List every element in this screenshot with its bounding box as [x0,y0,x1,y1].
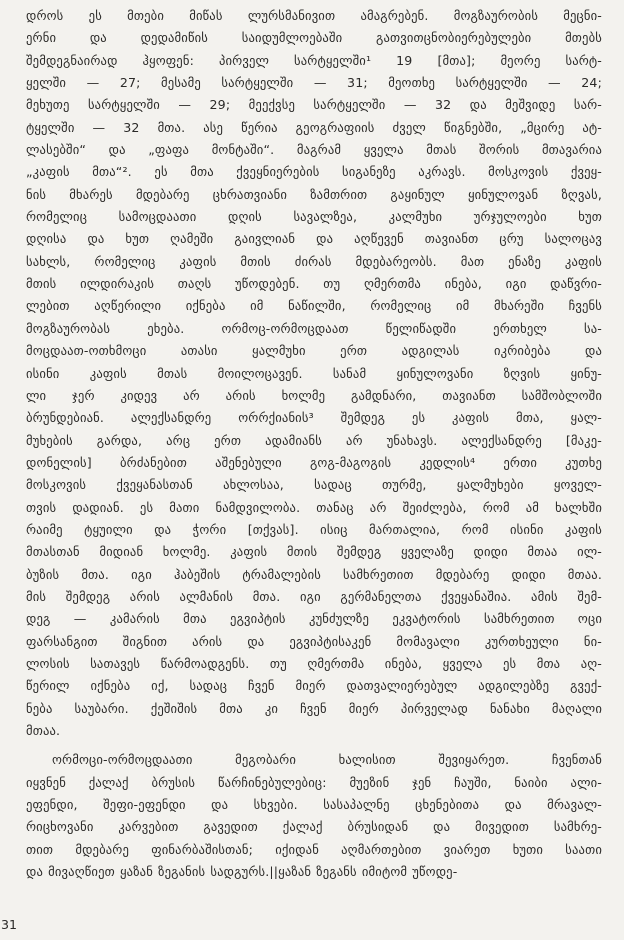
text-line: „კაფის მთა“². ეს მთა ქვეყნიერების სიგანეზე აკრავს. მოსკოვის ქვეყ- [26,164,602,180]
text-line: თვის დადიან. ეს მათი ნამდვილობა. თანაც არ შეიძლება, რომ ამ ხალხში [26,499,602,515]
text-line: მოცდაათ-ოთხმოცი ათასი ყალმუხი ერთ ადგილას იკრიბება და [26,343,602,359]
text-line: ორმოცი-ორმოცდაათი მეგობარი ხალისით შევიყარეთ. ჩვენთან [52,752,602,768]
text-line: მეხუთე სარტყელში — 29; მეექვსე სარტყელში — 32 და მეშვიდე სარ- [26,97,602,113]
text-line: ნის მხარეს მდებარე ცხრათვიანი ზამთრით გაყინულ ყინულოვან ზღვას, [26,186,602,202]
text-line: თით მდებარე ფინარბაშისთან; იქიდან აღმართებით ვიარეთ ხუთი საათი [26,841,602,857]
text-line: იყვნენ ქალაქ ბრუსის წარჩინებულებიც: მუეზინ ჯენ ჩაუში, ნაიბი ალი- [26,774,602,790]
text-line: ყელში — 27; მესამე სარტყელში — 31; მეოთხე სარტყელში — 24; [26,75,602,91]
text-line: მთის ილდირაკის თაღს უწოდებენ. თუ ღმერთმა ინება, იგი დაწვრი- [26,276,602,292]
paragraph-1 [26,5,602,742]
text-line: მუხების გარდა, არც ერთ ადამიანს არ უნახავს. ალექსანდრე [მაკე- [26,432,602,448]
text-line: რომელიც სამოცდაათი დღის სავალზეა, კალმუხი ურჯულოები ხუთ [26,209,602,225]
text-line: ეფენდი, შეფი-ეფენდი და სხვები. სასაპალნე ცხენებითა და მრავალ- [26,797,602,813]
text-line: ლასებში“ და „ფაფა მონტაში“. მაგრამ ყველა მთას შორის მთავარია [26,142,602,158]
text-line: ფარსანგით შიგნით არის და ეგვიპტისაკენ მომავალი კურთხეული ნი- [26,633,602,649]
text-line: მის შემდეგ არის ალმანის მთა. იგი გერმანელთა ქვეყანაშია. ამის შემ- [26,588,602,604]
text-line: მოგზაურობას ეხება. ორმოც-ორმოცდაათ წელიწადში ერთხელ სა- [26,320,602,336]
text-line: და მივაღწიეთ ყაზან ზეგანის სადგურს.||ყაზან ზეგანს იმიტომ უწოდე- [26,864,458,880]
text-line: მთასთან მიდიან ხოლმე. კაფის მთის შემდეგ ყველაზე დიდი მთაა ილ- [26,544,602,560]
text-line: ბრუნდებიან. ალექსანდრე ორრქიანის³ შემდეგ ეს კაფის მთა, ყალ- [26,410,602,426]
text-line: ლი ჯერ კიდევ არ არის ხოლმე გამდნარი, თავიანთ სამშობლოში [26,387,602,403]
text-line: დონელის] ბრძანებით აშენებული გოგ-მაგოგის კედლის⁴ ერთი კუთხე [26,454,602,470]
text-line: ნება საუბარი. ქეშიშის მთა კი ჩვენ მიერ პირველად ნანახი მაღალი [26,700,602,716]
page-number: 31 [1,917,18,932]
text-line: ისინი კაფის მთას მოილოცავენ. სანამ ყინულოვანი ზღვის ყინუ- [26,365,602,381]
text-line: წერილ იქნება იქ, სადაც ჩვენ მიერ დათვალიერებულ ადგილებზე გვექ- [26,678,602,694]
text-line: ტყელში — 32 მთა. ასე წერია გეოგრაფიის ძველ წიგნებში, „მცირე ატ- [26,119,602,135]
text-line: ერნი და დედამიწის საიდუმლოებაში გათვითცნობიერებულები მთებს [26,30,602,46]
text-line: ბუზის მთა. იგი ჰაბეშის ტრამალების სამხრეთით მდებარე დიდი მთაა. [26,566,602,582]
paragraph-gap [26,742,602,749]
text-line: მოსკოვის ქვეყანასთან ახლოსაა, სადაც თურმე, ყალმუხები ყოველ- [26,477,602,493]
text-line: რიცხოვანი კარვებით გავედით ქალაქ ბრუსიდან და მივედით სამხრე- [26,819,602,835]
paragraph-2 [26,749,602,883]
text-line: დროს ეს მთები მიწას ლურსმანივით ამაგრებენ. მოგზაურობის მეცნი- [26,8,602,23]
text-line: დეგ — კამარის მთა ეგვიპტის კუნძულზე ეკვატორის სამხრეთით ოცი [26,611,602,627]
text-line: რაიმე ტყუილი და ჭორი [თქვას]. ისიც მართალია, რომ ისინი კაფის [26,521,602,537]
text-line: ლებით აღწერილი იქნება იმ ნაწილში, რომელიც იმ მხარეში ჩვენს [26,298,602,314]
text-line: შემდეგნაირად ჰყოფენ: პირველ სარტყელში¹ 19 [მთა]; მეორე სარტ- [26,52,602,68]
text-line: მთაა. [26,723,61,738]
text-line: დღისა და ხუთ ღამეში გაივლიან და აღწევენ თავიანთ ცრუ სალოცავ [26,231,602,247]
text-line: სახლს, რომელიც კაფის მთის ძირას მდებარეობს. მათ ენაზე კაფის [26,253,602,269]
text-line: ლოსის სათავეს წარმოადგენს. თუ ღმერთმა ინება, ყველა ეს მთა აღ- [26,655,602,671]
